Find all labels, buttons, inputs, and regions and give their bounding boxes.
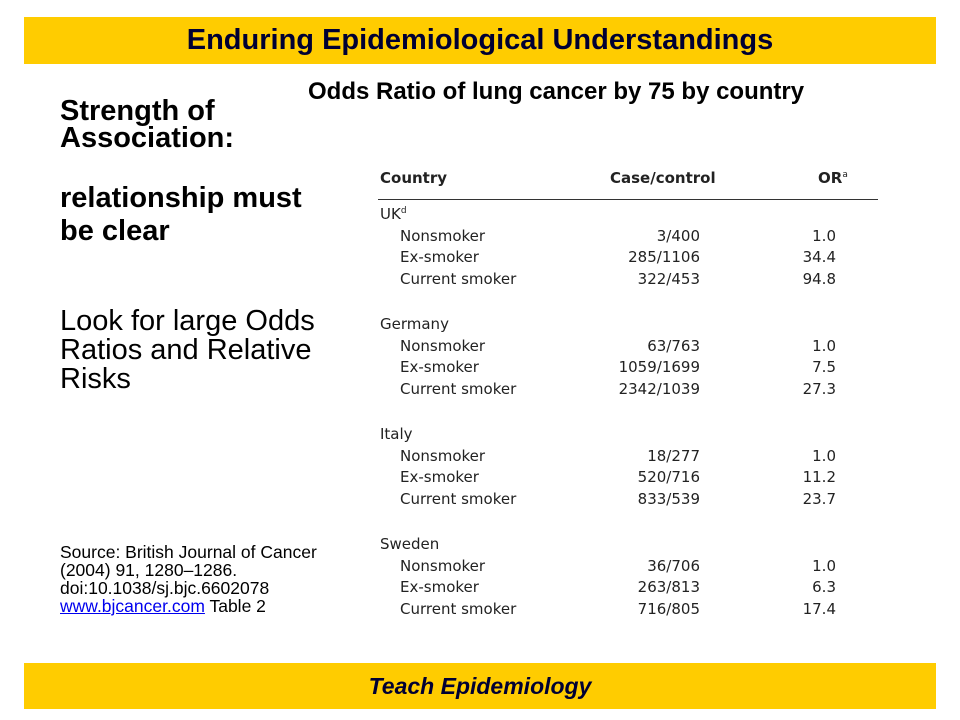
row-or: 1.0 <box>812 556 836 575</box>
row-label: Ex-smoker <box>400 578 479 596</box>
row-label: Nonsmoker <box>400 226 486 245</box>
row-label: Ex-smoker <box>400 358 479 376</box>
row-case-control: 18/277 <box>647 446 700 465</box>
row-label: Current smoker <box>400 599 517 618</box>
row-case-control: 263/813 <box>637 578 700 596</box>
footer-bar <box>24 663 936 709</box>
header-rule <box>378 199 878 200</box>
row-label: Nonsmoker <box>400 556 486 575</box>
row-case-control: 520/716 <box>637 468 700 486</box>
country-label <box>380 535 439 553</box>
column-header-case-control: Case/control <box>610 169 716 187</box>
country-label <box>380 425 413 443</box>
row-or: 23.7 <box>802 489 836 508</box>
body-text: Look for large Odds Ratios and Relative Risks <box>60 305 315 395</box>
source-text: Source: British Journal of Cancer (2004) 91, 1280–1286. doi:10.1038/sj.bjc.6602078 <box>60 542 317 598</box>
odds-ratio-table <box>378 157 878 617</box>
row-or: 34.4 <box>802 248 836 266</box>
country-name: UK <box>380 205 401 223</box>
row-case-control: 36/706 <box>647 556 700 575</box>
row-case-control: 1059/1699 <box>618 358 700 376</box>
row-case-control: 3/400 <box>656 226 700 245</box>
country-name: Italy <box>380 425 413 443</box>
or-header-label: OR <box>818 169 843 187</box>
row-label: Current smoker <box>400 269 517 288</box>
row-or: 6.3 <box>812 578 836 596</box>
row-case-control: 322/453 <box>637 269 700 288</box>
or-header-sup: a <box>842 170 848 180</box>
row-case-control: 716/805 <box>637 599 700 618</box>
row-label: Current smoker <box>400 489 517 508</box>
row-case-control: 63/763 <box>647 336 700 355</box>
country-label <box>380 315 449 333</box>
country-footnote: d <box>400 206 407 216</box>
row-label: Nonsmoker <box>400 336 486 355</box>
row-or: 27.3 <box>802 379 836 398</box>
source-suffix: Table 2 <box>204 596 266 616</box>
source-link[interactable]: www.bjcancer.com <box>60 596 205 616</box>
country-label <box>380 205 407 223</box>
heading-strength: Strength of Association: <box>60 95 235 154</box>
column-header-or <box>818 169 848 187</box>
row-or: 11.2 <box>802 468 836 486</box>
table-title: Odds Ratio of lung cancer by 75 by country <box>308 78 805 105</box>
source-citation <box>60 543 340 615</box>
row-or: 7.5 <box>812 358 836 376</box>
country-name: Germany <box>380 315 449 333</box>
row-label: Ex-smoker <box>400 468 479 486</box>
row-or: 1.0 <box>812 446 836 465</box>
row-label: Nonsmoker <box>400 446 486 465</box>
heading-relationship: relationship must be clear <box>60 182 302 247</box>
column-header-country: Country <box>380 169 448 187</box>
row-case-control: 2342/1039 <box>618 379 700 398</box>
row-case-control: 833/539 <box>637 489 700 508</box>
country-name: Sweden <box>380 535 440 553</box>
page-title: Enduring Epidemiological Understandings <box>186 24 774 56</box>
row-case-control: 285/1106 <box>628 248 700 266</box>
row-label: Ex-smoker <box>400 248 479 266</box>
row-or: 94.8 <box>802 269 836 288</box>
footer-title: Teach Epidemiology <box>368 673 592 699</box>
row-or: 17.4 <box>802 599 836 618</box>
row-or: 1.0 <box>812 336 836 355</box>
row-label: Current smoker <box>400 379 517 398</box>
header-bar <box>24 17 936 64</box>
row-or: 1.0 <box>812 226 836 245</box>
